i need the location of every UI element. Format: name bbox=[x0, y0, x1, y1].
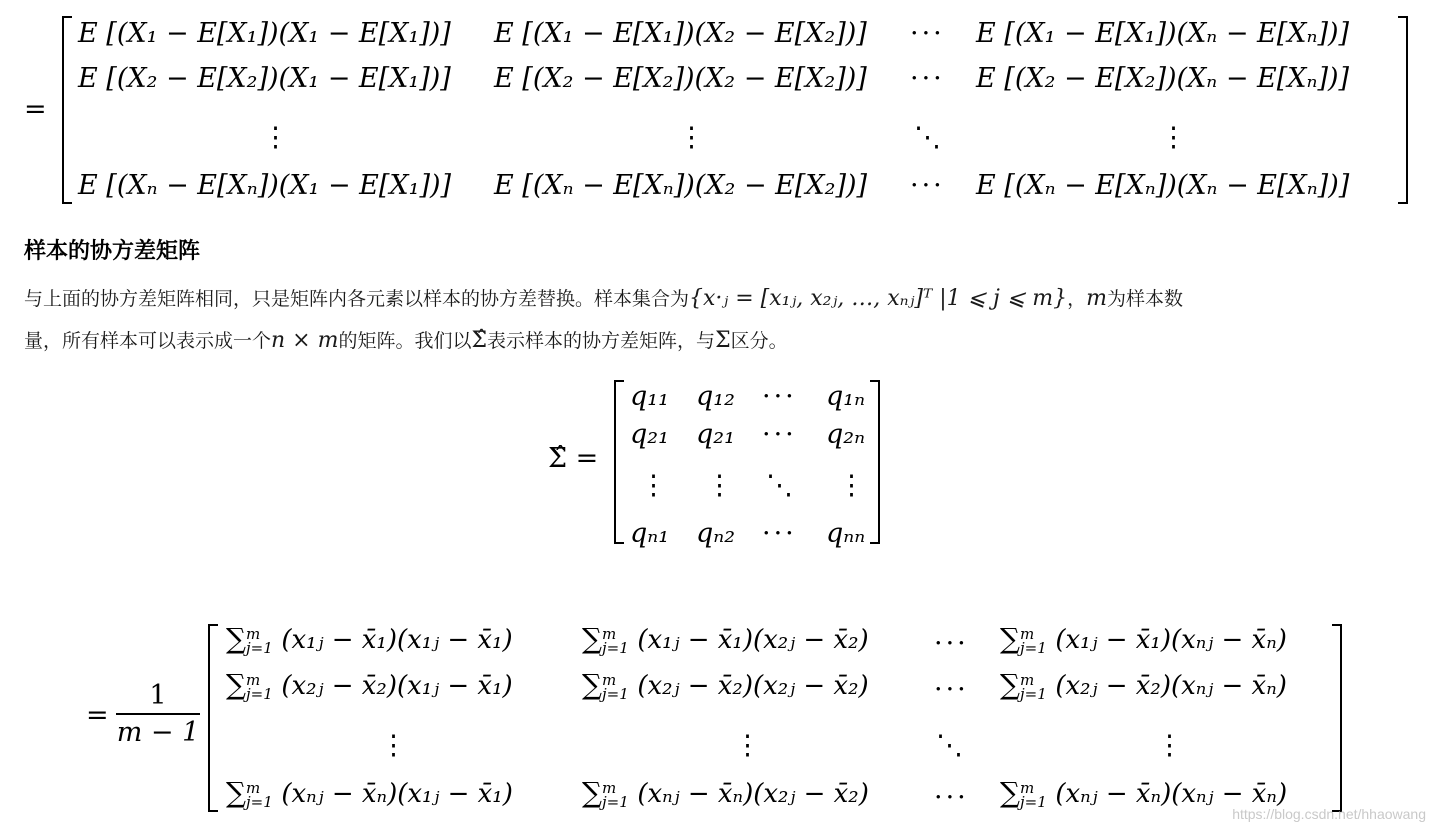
top-matrix-ddots: ⋱ bbox=[914, 122, 941, 153]
sample-set-math: {x·ⱼ = [x₁ⱼ, x₂ⱼ, …, xₙⱼ]ᵀ |1 ⩽ j ⩽ m} bbox=[689, 286, 1068, 311]
sum-term: (x₂ⱼ − x̄₂)(x₂ⱼ − x̄₂) bbox=[637, 671, 869, 701]
m-symbol: m bbox=[1086, 286, 1108, 311]
sum-term: (xₙⱼ − x̄ₙ)(x₁ⱼ − x̄₁) bbox=[281, 779, 513, 809]
paragraph-line-2 bbox=[24, 326, 788, 353]
sum-symbol: ∑ bbox=[226, 622, 246, 655]
q-vdots: ⋮ bbox=[706, 470, 733, 501]
sum-lower-limit: j=1 bbox=[602, 684, 629, 703]
sum-upper-limit: m bbox=[602, 624, 617, 643]
sum-cell bbox=[226, 776, 513, 809]
q-cell: qₙ₂ bbox=[696, 518, 736, 549]
sum-symbol: ∑ bbox=[226, 668, 246, 701]
top-matrix-vdots: ⋮ bbox=[678, 122, 705, 153]
right-bracket bbox=[1398, 16, 1408, 204]
top-matrix-cell: E [(Xₙ − E[Xₙ])(X₁ − E[X₁])] bbox=[78, 170, 452, 201]
sum-limits bbox=[602, 624, 629, 657]
top-matrix-cdots: ··· bbox=[910, 18, 945, 49]
sum-limits bbox=[602, 778, 629, 811]
top-matrix-cell: E [(X₁ − E[X₁])(X₁ − E[X₁])] bbox=[78, 18, 451, 49]
sum-symbol: ∑ bbox=[1000, 668, 1020, 701]
sum-cell bbox=[1000, 776, 1287, 809]
top-matrix-cdots: ··· bbox=[910, 170, 945, 201]
paragraph-line-1 bbox=[24, 284, 1183, 311]
sum-limits bbox=[246, 624, 273, 657]
sum-lower-limit: j=1 bbox=[246, 684, 273, 703]
sum-cell bbox=[582, 776, 869, 809]
q-cell: qₙ₁ bbox=[630, 518, 670, 549]
sum-symbol: ∑ bbox=[1000, 622, 1020, 655]
sum-upper-limit: m bbox=[246, 670, 261, 689]
para-text: 的矩阵。我们以 bbox=[338, 331, 472, 352]
sum-limits bbox=[246, 778, 273, 811]
section-heading: 样本的协方差矩阵 bbox=[24, 238, 201, 263]
left-bracket bbox=[208, 624, 218, 812]
q-cdots: ··· bbox=[762, 419, 797, 450]
sum-symbol: ∑ bbox=[582, 668, 602, 701]
sum-upper-limit: m bbox=[1020, 624, 1035, 643]
sum-cdots: ··· bbox=[934, 628, 969, 659]
sum-term: (x₂ⱼ − x̄₂)(x₁ⱼ − x̄₁) bbox=[281, 671, 513, 701]
sum-vdots: ⋮ bbox=[380, 730, 407, 761]
q-cell: q₁₁ bbox=[630, 381, 669, 412]
sum-cell bbox=[1000, 668, 1287, 701]
sum-lower-limit: j=1 bbox=[602, 792, 629, 811]
para-text: 区分。 bbox=[730, 331, 788, 352]
sum-cell bbox=[226, 622, 513, 655]
para-text: 表示样本的协方差矩阵，与 bbox=[487, 331, 716, 352]
q-cdots: ··· bbox=[762, 381, 797, 412]
top-matrix-cdots: ··· bbox=[910, 63, 945, 94]
right-bracket bbox=[870, 380, 880, 544]
sigma-symbol: Σ bbox=[715, 328, 731, 353]
sum-term: (x₁ⱼ − x̄₁)(x₁ⱼ − x̄₁) bbox=[281, 625, 513, 655]
sum-vdots: ⋮ bbox=[734, 730, 761, 761]
sum-limits bbox=[1020, 670, 1047, 703]
top-matrix-cell: E [(X₁ − E[X₁])(Xₙ − E[Xₙ])] bbox=[976, 18, 1350, 49]
sum-upper-limit: m bbox=[1020, 670, 1035, 689]
sum-limits bbox=[1020, 778, 1047, 811]
n-by-m-math: n × m bbox=[271, 328, 339, 353]
top-matrix-cell: E [(X₂ − E[X₂])(X₁ − E[X₁])] bbox=[78, 63, 451, 94]
watermark: https://blog.csdn.net/hhaowang bbox=[1232, 806, 1426, 822]
sum-lower-limit: j=1 bbox=[1020, 684, 1047, 703]
sum-term: (x₂ⱼ − x̄₂)(xₙⱼ − x̄ₙ) bbox=[1055, 671, 1287, 701]
fraction-denominator: m − 1 bbox=[116, 717, 200, 748]
sum-term: (xₙⱼ − x̄ₙ)(xₙⱼ − x̄ₙ) bbox=[1055, 779, 1288, 809]
left-bracket bbox=[614, 380, 624, 544]
sum-symbol: ∑ bbox=[226, 776, 246, 809]
sum-upper-limit: m bbox=[602, 670, 617, 689]
sum-upper-limit: m bbox=[246, 778, 261, 797]
sum-upper-limit: m bbox=[1020, 778, 1035, 797]
q-ddots: ⋱ bbox=[766, 470, 793, 501]
sum-upper-limit: m bbox=[602, 778, 617, 797]
sum-cell bbox=[1000, 622, 1287, 655]
sum-symbol: ∑ bbox=[582, 776, 602, 809]
q-cell: qₙₙ bbox=[826, 518, 866, 549]
right-bracket bbox=[1332, 624, 1342, 812]
sum-cell bbox=[226, 668, 513, 701]
sum-cell bbox=[582, 622, 869, 655]
sum-lower-limit: j=1 bbox=[602, 638, 629, 657]
q-cell: q₂ₙ bbox=[826, 419, 866, 450]
fraction bbox=[116, 680, 200, 748]
sum-term: (x₁ⱼ − x̄₁)(xₙⱼ − x̄ₙ) bbox=[1055, 625, 1287, 655]
sum-upper-limit: m bbox=[246, 624, 261, 643]
sum-cdots: ··· bbox=[934, 674, 969, 705]
fraction-bar bbox=[116, 713, 200, 715]
sum-lower-limit: j=1 bbox=[246, 638, 273, 657]
sum-lower-limit: j=1 bbox=[1020, 792, 1047, 811]
fraction-numerator: 1 bbox=[149, 680, 167, 711]
top-matrix-vdots: ⋮ bbox=[1160, 122, 1187, 153]
para-text: 与上面的协方差矩阵相同，只是矩阵内各元素以样本的协方差替换。样本集合为 bbox=[24, 289, 690, 310]
top-matrix-cell: E [(X₁ − E[X₁])(X₂ − E[X₂])] bbox=[494, 18, 867, 49]
sum-term: (x₁ⱼ − x̄₁)(x₂ⱼ − x̄₂) bbox=[637, 625, 869, 655]
equals-sign: = bbox=[24, 94, 47, 125]
sum-limits bbox=[602, 670, 629, 703]
para-text: 量，所有样本可以表示成一个 bbox=[24, 331, 272, 352]
top-matrix-cell: E [(X₂ − E[X₂])(X₂ − E[X₂])] bbox=[494, 63, 867, 94]
q-cell: q₂₁ bbox=[696, 419, 735, 450]
left-bracket bbox=[62, 16, 72, 204]
top-matrix-cell: E [(Xₙ − E[Xₙ])(Xₙ − E[Xₙ])] bbox=[976, 170, 1350, 201]
sum-limits bbox=[1020, 624, 1047, 657]
sigma-hat-lhs: Σ̂ = bbox=[548, 443, 599, 474]
top-matrix-cell: E [(Xₙ − E[Xₙ])(X₂ − E[X₂])] bbox=[494, 170, 868, 201]
sigma-hat-symbol: Σ̂ bbox=[471, 328, 488, 353]
sum-limits bbox=[246, 670, 273, 703]
sum-cdots: ··· bbox=[934, 782, 969, 813]
sum-lower-limit: j=1 bbox=[1020, 638, 1047, 657]
sum-lower-limit: j=1 bbox=[246, 792, 273, 811]
q-vdots: ⋮ bbox=[838, 470, 865, 501]
para-text: 为样本数 bbox=[1107, 289, 1184, 310]
sum-vdots: ⋮ bbox=[1156, 730, 1183, 761]
q-cdots: ··· bbox=[762, 518, 797, 549]
top-matrix-cell: E [(X₂ − E[X₂])(Xₙ − E[Xₙ])] bbox=[976, 63, 1350, 94]
top-matrix-vdots: ⋮ bbox=[262, 122, 289, 153]
sum-symbol: ∑ bbox=[1000, 776, 1020, 809]
sum-symbol: ∑ bbox=[582, 622, 602, 655]
q-cell: q₁₂ bbox=[696, 381, 735, 412]
q-cell: q₂₁ bbox=[630, 419, 669, 450]
equals-sign: = bbox=[86, 700, 109, 731]
q-cell: q₁ₙ bbox=[826, 381, 866, 412]
sum-ddots: ⋱ bbox=[936, 730, 963, 761]
para-text: ， bbox=[1067, 289, 1087, 310]
sum-term: (xₙⱼ − x̄ₙ)(x₂ⱼ − x̄₂) bbox=[637, 779, 869, 809]
q-vdots: ⋮ bbox=[640, 470, 667, 501]
sum-cell bbox=[582, 668, 869, 701]
